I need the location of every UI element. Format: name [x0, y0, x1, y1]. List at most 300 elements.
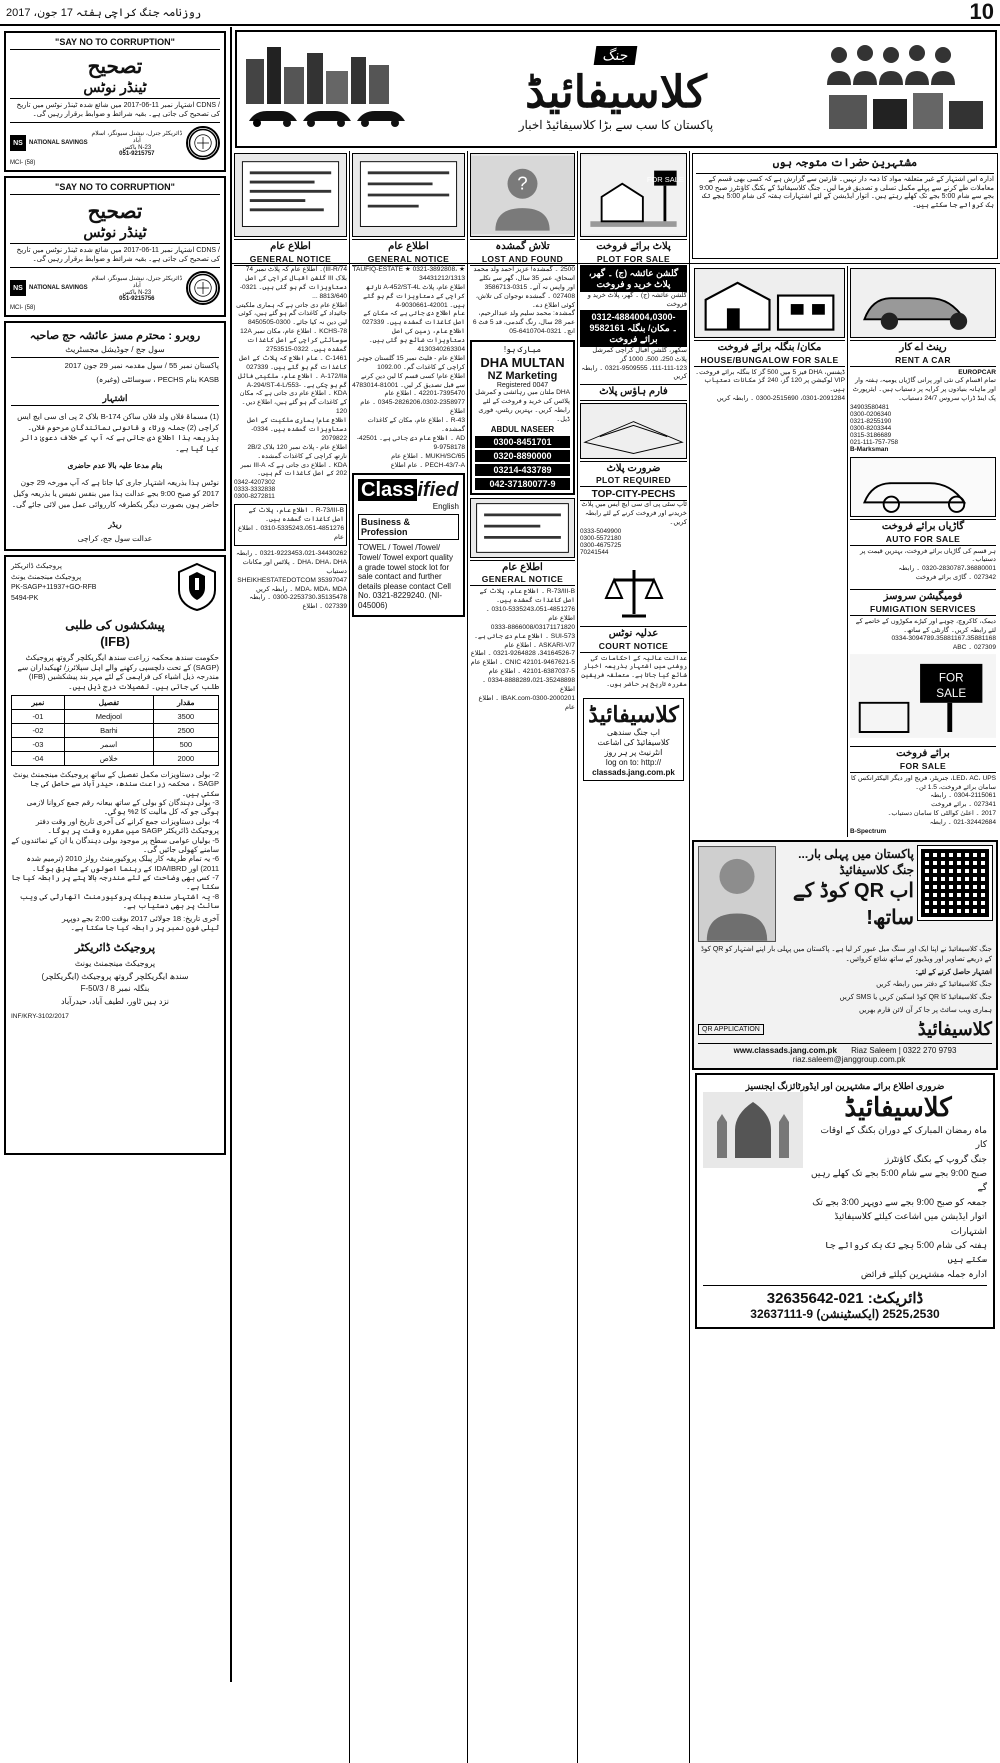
- house-urdu: مکان/ بنگلہ برائے فروخت: [717, 342, 822, 353]
- rent-english: RENT A CAR: [895, 354, 951, 365]
- auto-urdu: گاڑیاں برائے فروخت: [881, 521, 965, 533]
- ad-item: A-172/Ila ۔ اطلاع عام، ملکیتی فائل گم ہو چکی ہے۔ -553/A-294/ST-4-L: [238, 372, 347, 389]
- table-row: [12, 723, 219, 737]
- court-notice-urdu: عدلیہ نوٹس: [608, 628, 659, 640]
- ad-item: دیمک، کاکروچ، چوہے اور کیڑے مکوڑوں کے خاتمے کے لئے رابطہ کریں۔ گارنٹی کے ساتھ۔: [855, 617, 996, 634]
- header-for-sale: [850, 746, 996, 773]
- phone-label-ext: (ایکسٹینشن) 2525،2530: [816, 1307, 940, 1322]
- ad-item: 0333-8866008/03171171820: [490, 623, 575, 631]
- qr-step: جنگ کلاسیفائیڈ کا QR کوڈ اسکین کریں یا SMS کریں: [839, 994, 992, 1002]
- ad-item: اطلاع عام، زمین کی اصل دستاویزات ضائع ہو گئی ہیں۔ 4130340263304: [368, 328, 465, 354]
- gn1-english: GENERAL NOTICE: [249, 253, 332, 264]
- ad-item: اطلاع عام! ہماری ملکیت کے اصل دستاویزات گمشدہ ہیں۔ 0334-2079822: [247, 417, 347, 442]
- savings-notice-heading: [10, 50, 220, 98]
- gn2-english: GENERAL NOTICE: [367, 253, 450, 264]
- cell-qty: 2000: [153, 751, 218, 765]
- tender-notice-label: ٹینڈر نوٹس: [83, 79, 147, 95]
- ad-item: KDA ۔ اطلاع دی جاتی ہے کہ III-A نمبر 202 کے اصل کاغذات گم ہیں۔: [240, 461, 347, 478]
- ramzan-line-7: ادارہ جملہ مشتہرین کیلئے فرائض: [860, 1268, 987, 1279]
- dha-urdu-top: مبارک ہو!: [503, 345, 542, 355]
- dha-subtitle: NZ Marketing: [487, 370, 558, 383]
- ifb-point-2: 4- بولی دستاویزات جمع کرانے کی آخری تاریخ اور وقت دفتر پروجیکٹ ڈائریکٹر SAGP میں مقررہ وقت پر ہوگا۔: [35, 816, 219, 836]
- savings-code-2: MCI- (58): [10, 305, 36, 312]
- ifb-signature: پروجیکٹ ڈائریکٹر: [74, 942, 156, 955]
- header-plot-for-sale: [580, 239, 687, 266]
- table-row: [12, 737, 219, 751]
- ad-item: 2017 ۔ اعلیٰ کوالٹی کا سامان دستیاب۔: [887, 810, 996, 818]
- qr-line-1: پاکستان میں پہلی بار... جنگ کلاسیفائیڈ: [798, 847, 914, 878]
- rent-urdu: رینٹ اے کار: [899, 342, 947, 353]
- ramzan-timings-notice: [695, 1073, 995, 1329]
- gulshan-ayesha-bar-2: 0312-4884004،0300-9582161 ۔ مکان/ بنگلہ برائے فروخت: [580, 310, 687, 347]
- column-plot-for-sale: [578, 264, 690, 1763]
- dha-registration: Registered 0047: [496, 382, 549, 390]
- cell-desc: خلاص: [64, 751, 153, 765]
- dha-phone: 0300-8451701: [475, 436, 570, 448]
- classified-logo-bottom: کلاسیفائیڈ: [588, 702, 679, 728]
- classified-section: [232, 27, 1000, 1682]
- qr-step: جنگ کلاسیفائیڈ کے دفتر میں رابطہ کریں: [876, 981, 992, 989]
- ifb-point-0: 2- بولی دستاویزات مکمل تفصیل کے ساتھ پروجیکٹ مینجمنٹ یونٹ SAGP ، محکمہ زراعت سندھ، حیدرآباد سے حاصل کی جا سکتی ہیں۔: [13, 769, 219, 798]
- attention-body: ادارہ اس اشتہار کے غیر متعلقہ مواد کا ذمہ دار نہیں۔ قارئین سے گزارش ہے کہ کسی بھی قسم کے معاملات طے کرنے سے پہلے مکمل تسلی و تصدیق فرما لیں۔ جنگ کلاسیفائیڈ کے بکنگ کاؤنٹرز صبح 9:00 بجے سے شام 5:00 بجے تک کھلے رہتے ہیں۔ اتوار ایڈیشن کے لئے اشتہارات ہفتہ کی شام 5:00 بجے تک بک کروائے جا سکتے ہیں۔: [699, 175, 994, 209]
- tender-notice-label-2: ٹینڈر نوٹس: [83, 224, 147, 241]
- ifb-signature-sub2: سندھ ایگریکلچر گروتھ پروجیکٹ (ایگریکلچر): [41, 971, 189, 981]
- court-signature: ریڈر: [108, 519, 122, 529]
- savings-emblem-icon-2: NS: [10, 280, 26, 296]
- header-plot-required: [580, 461, 687, 488]
- ad-item: SHEIKHESTATEDOTCOM 35397047: [237, 576, 347, 584]
- savings-notice-body: / CDNS اشتہار نمبر 11-06-2017 میں شائع شدہ ٹینڈر نوٹس میں تاریخ کی تصحیح کی جاتی ہے۔ بقیہ شرائط و ضوابط برقرار رہیں گی۔: [10, 98, 220, 119]
- city-skyline-cars-illustration: [241, 39, 411, 139]
- cell-desc: اسمر: [64, 737, 153, 751]
- fumigation-urdu: فومیگیشن سروسز: [883, 591, 963, 603]
- gn2-urdu: اطلاع عام: [388, 241, 429, 252]
- ad-item: عام اطلاع دی جاتی ہے کہ مکان کے اصل کاغذات گمشدہ ہیں۔ 027339: [362, 310, 465, 327]
- cell-qty: 3500: [153, 709, 218, 723]
- case-line-2: KASB بنام PECHS ، سوسائٹی (وغیرہ): [96, 374, 219, 384]
- ad-item: MDA، MDA، MDA ۔ رابطہ کریں: [255, 585, 347, 593]
- jang-logo: جنگ: [594, 46, 638, 65]
- court-notice-heading: روبرو : محترم مسز عائشہ حج صاحبہ: [29, 330, 201, 343]
- header-general-notice-3: [470, 560, 575, 587]
- ramzan-line-6: ہفتہ کی شام 5:00 بجے تک بک کروائے جا سکتے ہیں: [824, 1239, 987, 1265]
- qr-application-label[interactable]: QR APPLICATION: [698, 1024, 764, 1035]
- svg-text:FOR SALE: FOR SALE: [646, 174, 684, 184]
- page-header: [0, 0, 1000, 26]
- ifb-deadline: آخری تاریخ: 18 جولائی 2017 بوقت 2:00 بجے دوپہر: [61, 913, 219, 923]
- savings-phone: 051-9215757: [119, 150, 155, 157]
- national-savings-logo-2: [10, 280, 88, 296]
- savings-notice-1: [4, 31, 226, 172]
- correction-label-2: تصحیح: [87, 201, 143, 224]
- col-no: نمبر: [12, 695, 65, 709]
- ad-item: 34164526-7، 0321-9264828 ۔ اطلاع: [470, 650, 575, 658]
- ad-item: اطلاع عام، پلاٹ A-452/ST-4L نارتھ کراچی کے دستاویزات گم ہو گئے ہیں۔ 42001-9030661-4: [363, 283, 465, 309]
- anti-corruption-slogan: "SAY NO TO CORRUPTION": [10, 37, 220, 50]
- svg-text:SALE: SALE: [936, 687, 967, 701]
- ifb-point-3: 5- بولیاں عوامی سطح پر موجود بولی دہندگان یا ان کے نمائندوں کے سامنے کھولی جائیں گی۔: [11, 835, 219, 854]
- car-illustration-rent: [850, 268, 996, 338]
- ifb-heading: پیشکشوں کی طلبی: [65, 618, 165, 633]
- ramzan-phone-direct: [703, 1289, 987, 1307]
- forsale-urdu: برائے فروخت: [896, 748, 950, 760]
- qr-ad-body: جنگ کلاسیفائیڈ نے اپنا ایک اور سنگ میل عبور کر لیا ہے۔ پاکستان میں پہلی بار اپنے اشتہار کو QR کوڈ کے ذریعے تصاویر اور ویڈیوز کے ساتھ شائع کروائیں۔: [700, 946, 992, 963]
- ad-item: اطلاع عام - فلیٹ نمبر 15 گلستان جوہر کراچی کے کاغذات گم۔ 1092.00: [357, 354, 465, 371]
- savings-notice-body-2: / CDNS اشتہار نمبر 11-06-2017 میں شائع شدہ ٹینڈر نوٹس میں تاریخ کی تصحیح کی جاتی ہے۔ بقیہ شرائط و ضوابط برقرار رہیں گی۔: [10, 243, 220, 264]
- top-city-body: ٹاپ سٹی پی ای سی ایچ ایس میں پلاٹ خریدنے اور فروخت کرنے کے لئے رابطہ کریں۔: [581, 501, 687, 527]
- top-city-phone: 0333-5049900: [580, 528, 622, 536]
- mosque-icon: [703, 1092, 803, 1168]
- header-court-notice: [580, 626, 687, 653]
- qr-steps-title: اشتہار حاصل کرنے کے لئے:: [915, 968, 992, 976]
- ifb-issuer-line-3: 5494-PK: [11, 594, 39, 602]
- jang-sindhi-promo: [583, 698, 684, 781]
- correction-label: تصحیح: [87, 56, 143, 78]
- promo-line-2: کلاسیفائیڈ کی اشاعت: [597, 738, 670, 748]
- ramzan-line-1: ماہ رمضان المبارک کے دوران بکنگ کے اوقات کار: [820, 1124, 987, 1150]
- promo-logon: log on to: http://: [605, 758, 662, 768]
- ad-item: 027309 ۔ ABC: [952, 644, 996, 652]
- cell-desc: Barhi: [64, 723, 153, 737]
- ifb-point-5: 7- کسی بھی وضاحت کے لئے مندرجہ بالا پتے پر رابطہ کیا جا سکتا ہے۔: [11, 873, 219, 892]
- ad-item: 0310-5335243،051-4851276 ۔ اطلاع عام: [485, 605, 575, 622]
- advertisers-attention-notice: [692, 153, 998, 259]
- rent-phone: 0321-8255190: [850, 418, 892, 426]
- case-line-1: پاکستان نمبر 55 / سول مقدمہ نمبر 29 جون 2017: [64, 360, 219, 370]
- official-seal-icon-2: [186, 271, 220, 305]
- ad-item: 027339 ۔ اطلاع: [302, 603, 347, 611]
- ad-item: LED، AC، UPS، جنریٹر، فریج اور دیگر الیکٹرانکس کا سامان برائے فروخت، 1.5 ٹن۔: [851, 774, 996, 791]
- savings-footer-urdu-2: ڈائریکٹر جنرل، نیشنل سیونگز، اسلام آباد: [91, 275, 183, 289]
- court-notice-subheading: سول جج / جوڈیشل مجسٹریٹ: [11, 345, 219, 358]
- car-icon: [851, 269, 995, 337]
- ifb-intro: حکومت سندھ محکمہ زراعت سندھ ایگریکلچر گروتھ پروجیکٹ (SAGP) کے تحت دلچسپی رکھنے والے اہل سپلائرز/ ٹھیکیداران سے مندرجہ ذیل اشیاء کی فراہمی کے لئے مہر بند پیشکشیں (IFB) طلب کی جاتی ہیں۔ تفصیلات درج ذیل ہیں۔: [17, 653, 219, 691]
- ad-item: PECH-43/7-A ۔ عام اطلاع: [390, 461, 465, 469]
- ifb-point-4: 6- یہ تمام طریقہ کار پبلک پروکیورمنٹ رولز 2010 (ترمیم شدہ 2011) اور IDA/IBRD کے رہنما اصولوں کے مطابق ہوگا۔: [26, 854, 219, 873]
- attention-heading: مشتہرین حضرات متوجہ ہوں: [696, 157, 994, 174]
- ad-phone: 0300-8272811: [234, 493, 275, 501]
- car-outline-icon: [851, 458, 995, 516]
- cell-qty: 2500: [153, 723, 218, 737]
- ad-item: VIP لوکیشن پر 120 گز، 240 گز مکانات دستیاب ہیں۔: [703, 377, 845, 394]
- dha-multan-ad: [470, 340, 575, 495]
- table-row: [12, 751, 219, 765]
- top-city-phone: 0300-4675725: [580, 542, 622, 550]
- header-general-notice-2: [352, 239, 465, 266]
- court-notice-english: COURT NOTICE: [598, 640, 669, 651]
- ramzan-phone-ext: [703, 1307, 987, 1321]
- ad-item: 0334-8888289،021-35248898 ۔ اطلاع: [482, 677, 575, 693]
- issue-date: روزنامہ جنگ کراچی ہفتہ 17 جون، 2017: [6, 6, 202, 19]
- ad-item: B-Spectrum: [850, 828, 887, 836]
- ifb-point-6: 8- یہ اشتہار سندھ پبلک پروکیورمنٹ اتھارٹی کی ویب سائٹ پر بھی دستیاب ہے۔: [19, 891, 219, 911]
- ad-item: 42101-6387037-5 ۔ اطلاع عام: [488, 668, 575, 676]
- general-notice-thumb-1: [234, 153, 347, 237]
- ad-item: R-73/III-B ۔ اطلاع عام، پلاٹ کے اصل کاغذات گمشدہ ہیں۔: [479, 588, 575, 605]
- plot-required-english: PLOT REQUIRED: [595, 475, 672, 486]
- ad-item: ڈیفنس، DHA فیز 5 میں 500 گز کا بنگلہ برائے فروخت۔: [695, 368, 845, 376]
- ad-item: 027341 ۔ برائے فروخت: [931, 801, 996, 809]
- promo-url: classads.jang.com.pk: [592, 767, 675, 777]
- savings-emblem-icon: NS: [10, 135, 26, 151]
- top-city-pechs-heading: TOP-CITY-PECHS: [580, 489, 687, 501]
- dha-phone: 03214-433789: [475, 464, 570, 476]
- svg-text:?: ?: [517, 172, 528, 194]
- promo-line-3: انٹرنیٹ پر ہر روز: [604, 748, 663, 758]
- anti-corruption-slogan-2: "SAY NO TO CORRUPTION": [10, 182, 220, 195]
- logo-part-b: ified: [417, 479, 459, 502]
- court-signature-sub: عدالت سول جج، کراچی: [77, 533, 153, 543]
- ad-item: 42201-7395470 ۔ اطلاع عام: [384, 390, 465, 398]
- ifb-signature-sub4: نزد ہیں ٹاور، لطیف آباد، حیدرآباد: [60, 997, 170, 1007]
- ad-item: C-1461 ۔ عام اطلاع کہ پلاٹ کے اصل کاغذات گم ہو گئے ہیں۔ 027339: [239, 354, 347, 371]
- court-notice-body: (1) مسماۃ فلاں ولد فلاں ساکن 174-B بلاک 2 پی ای سی ایچ ایس کراچی (2) جملہ ورثاء و قانونی نمائندگان مرحوم فلاں۔ بذریعہ ہذا اطلاع دی جاتی ہے کہ آپ کے خلاف دعویٰ دائر کیا گیا ہے۔: [17, 411, 219, 454]
- people-appliances-illustration: [821, 39, 991, 139]
- house-english: HOUSE/BUNGALOW FOR SALE: [700, 354, 839, 365]
- qr-contact-name: Riaz Saleem | 0322 270 9793: [851, 1045, 957, 1055]
- table-row: [12, 709, 219, 723]
- column-features: [690, 264, 1000, 1763]
- svg-text:FOR: FOR: [938, 671, 964, 685]
- savings-logo-text-2: NATIONAL SAVINGS: [29, 285, 88, 292]
- farmhouse-label: فارم ہاؤس پلاٹ: [599, 386, 668, 398]
- savings-notice-2: [4, 176, 226, 317]
- govt-crest-icon: [175, 562, 219, 612]
- court-notice-text: عدالت عالیہ کے احکامات کی روشنی میں اشتہار بذریعہ اخبار شائع کیا جاتا ہے۔ متعلقہ فریقین مقررہ تاریخ پر حاضر ہوں۔: [581, 654, 687, 689]
- car-illustration-auto: [850, 457, 996, 517]
- cell-no: 03-: [12, 737, 65, 751]
- ad-item: 0321-9223453،021-34430262 ۔ رابطہ: [236, 549, 347, 557]
- rent-tag: B-Marksman: [850, 446, 889, 454]
- ad-item: ★ TAUFIQ-ESTATE ★ 0321-3892808، 34431212/1313: [352, 266, 465, 282]
- ad-item: KCHS-78 ۔ اطلاع عام، مکان نمبر 12A سوسائٹی کراچی کے اصل کاغذات گمشدہ ہیں۔ 0322-2753515: [240, 328, 347, 354]
- savings-footer-urdu: ڈائریکٹر جنرل، نیشنل سیونگز، اسلام آباد: [91, 130, 183, 144]
- qr-contact-email[interactable]: riaz.saleem@janggroup.com.pk: [792, 1054, 906, 1064]
- lf-urdu: تلاش گمشدہ: [495, 241, 550, 252]
- ad-item: 027408 ۔ گمشدہ نوجوان کی تلاش، کوئی اطلاع دے۔: [475, 292, 575, 309]
- classified-tagline: پاکستان کا سب سے بڑا کلاسیفائیڈ اخبار: [518, 118, 714, 132]
- rent-phone: 0315-3186689: [850, 432, 892, 440]
- plot-required-urdu: ضرورت پلاٹ: [606, 462, 661, 474]
- rent-body: تمام اقسام کی نئی اور پرانی گاڑیاں یومیہ، ہفتہ وار اور ماہانہ بنیادوں پر کرایہ پر دستیاب ہیں۔ ایئرپورٹ پک اینڈ ڈراپ سروس 24/7 دستیاب۔: [852, 377, 996, 403]
- ramzan-notice-head: ضروری اطلاع برائے مشتہرین اور ایڈورٹائزنگ ایجنسیز: [745, 1080, 945, 1091]
- gulshan-ayesha-bar-1: گلشن عائشہ (ج) ۔ گھر، پلاٹ خرید و فروخت: [580, 266, 687, 292]
- page-number: 10: [969, 0, 994, 24]
- forsale-english: FOR SALE: [899, 760, 947, 771]
- ad-item: SUI-573 ۔ اطلاع عام دی جاتی ہے۔: [474, 632, 575, 640]
- ad-item: 021-32442684 ۔ رابطہ: [929, 819, 996, 827]
- plot-for-sale-illustration: [580, 153, 687, 237]
- left-column: [0, 27, 232, 1682]
- bungalow-icon: [695, 269, 844, 337]
- qr-line-2: اب QR کوڈ کے ساتھ!: [792, 880, 914, 930]
- qr-ad-classified-logo: کلاسیفائیڈ: [917, 1018, 992, 1039]
- ifb-ref-number: INF/KRY-3102/2017: [11, 1013, 69, 1021]
- header-general-notice-1: [234, 239, 347, 266]
- ad-item: گلشن عائشہ (ج) ۔ گھر، پلاٹ خرید و فروخت: [587, 292, 687, 308]
- pfs-urdu: پلاٹ برائے فروخت: [596, 241, 671, 252]
- phone-direct: 021-32635642: [766, 1290, 864, 1308]
- top-city-phone: 0300-5572180: [580, 535, 622, 543]
- english-classified-box: [352, 473, 465, 616]
- promo-line-1: اب جنگ سندھی: [607, 728, 660, 738]
- ad-item: DHA، DHA، DHA ۔ پلاٹس اور مکانات دستیاب: [242, 558, 347, 575]
- header-lost-found: [470, 239, 575, 266]
- cell-no: 01-: [12, 709, 65, 723]
- header-fumigation: [850, 589, 996, 616]
- top-city-phone: 70241544: [580, 549, 609, 557]
- general-notice-thumb-3: [470, 498, 575, 558]
- column-lost-found: [468, 264, 578, 1763]
- ad-phone: 0333-3332838: [234, 486, 276, 494]
- cell-desc: Medjool: [64, 709, 153, 723]
- ifb-issuer-line-2: PK-SAGP+11937+GO-RFB: [11, 584, 97, 592]
- ad-item: MUKH/SC/65 ۔ اطلاع عام: [391, 452, 465, 460]
- lost-person-silhouette: [470, 153, 575, 237]
- qr-code-advertisement: [692, 840, 998, 1070]
- gn3-urdu: اطلاع عام: [502, 561, 543, 573]
- ad-item: R-43 ۔ اطلاع عام، مکان کے کاغذات گمشدہ۔: [367, 417, 465, 434]
- ramzan-line-2: جنگ گروپ کے بکنگ کاؤنٹرز: [884, 1153, 987, 1164]
- savings-notice-heading-2: [10, 195, 220, 243]
- ifb-abbrev: (IFB): [100, 634, 130, 650]
- gn3-english: GENERAL NOTICE: [481, 574, 564, 585]
- qr-ad-headline: [780, 846, 914, 942]
- ifb-signature-sub3: بنگلہ نمبر 8 / F-50/3: [80, 984, 150, 994]
- ad-item: 0300-2253730،35135478 ۔ رابطہ: [249, 594, 347, 602]
- ramzan-classified-logo: کلاسیفائیڈ: [844, 1091, 952, 1122]
- dha-title: DHA MULTAN: [480, 355, 565, 371]
- dha-phone: 0320-8890000: [475, 450, 570, 462]
- cell-no: 04-: [12, 751, 65, 765]
- table-header-row: [12, 695, 219, 709]
- lf-english: LOST AND FOUND: [481, 253, 564, 264]
- column-general-notice-2: [350, 264, 468, 1763]
- ad-item: 74/III-R)۔ اطلاع عام کہ پلاٹ نمبر 74 بلاک III گلشن اقبال کراچی کی اصل دستاویزات گم ہو گئی ہیں۔ 0321-8813/640 ...: [239, 266, 347, 300]
- small-notice-block-1: [234, 504, 347, 546]
- phone-label-direct: ڈائریکٹ:: [867, 1290, 924, 1308]
- notice-title: اشتہار: [11, 389, 219, 406]
- gn1-urdu: اطلاع عام: [270, 241, 311, 252]
- qr-code-image[interactable]: [918, 846, 992, 920]
- ramzan-line-5: اتوار ایڈیشن میں اشاعت کیلئے کلاسیفائیڈ اشتہارات: [834, 1211, 987, 1236]
- model-photo: [698, 846, 776, 942]
- classified-masthead: [235, 30, 997, 148]
- ad-item: KDA ۔ اطلاع عام دی جاتی ہے کہ مکان کے کاغذات گم ہو گئے ہیں، اطلاع دیں۔ 120: [239, 390, 347, 416]
- col-desc: تفصیل: [64, 695, 153, 709]
- ad-item: ہر قسم کی گاڑیاں برائے فروخت، بہترین قیمت پر دستیاب۔: [860, 547, 996, 564]
- justice-scale-icon: [604, 564, 664, 624]
- official-seal-icon: [186, 126, 220, 160]
- savings-phone-2: 051-9215756: [119, 295, 155, 302]
- court-notice-left: [4, 321, 226, 551]
- ifb-issuer-block: [11, 562, 96, 604]
- ifb-point-1: 3- بولی دہندگان کو بولی کے ساتھ بیعانہ رقم جمع کروانا لازمی ہوگی جو کہ کل مالیت کا 2% ہوگی۔: [26, 798, 219, 817]
- rent-phone: 0300-0206340: [850, 411, 892, 419]
- ad-item: 0334-3094789،35881167،35881168: [891, 635, 996, 643]
- rent-phone: 0300-8203344: [850, 425, 892, 433]
- savings-box-code-2: 23-N باکس: [122, 289, 152, 296]
- ad-item: اطلاع عام! کسی قسم کا لین دین کرنے سے قبل تصدیق کر لیں۔ 81001-4783014: [352, 372, 465, 389]
- rent-phone: 021-111-757-758: [850, 439, 899, 447]
- savings-logo-text: NATIONAL SAVINGS: [29, 140, 88, 147]
- auto-english: AUTO FOR SALE: [885, 533, 961, 544]
- ad-item: 027342 ۔ گاڑی برائے فروخت: [915, 574, 996, 582]
- rent-phone: 34903580481: [850, 404, 890, 412]
- ad-item: ASKARI-V/7 ۔ اطلاع عام: [504, 641, 575, 649]
- classified-logo: کلاسیفائیڈ: [525, 68, 707, 117]
- header-farmhouse-plot: [580, 384, 687, 401]
- logo-part-a: Class: [358, 479, 417, 501]
- ad-item: گمشدہ: محمد سلیم ولد عبدالرحیم، عمر 28 سال، رنگ گندمی، قد 5 فٹ 6 انچ۔ 0321-6410704-05: [472, 310, 575, 336]
- phone-ext: 32637111-9: [750, 1307, 814, 1322]
- ifb-issuer-line-0: پروجیکٹ ڈائریکٹر: [11, 563, 62, 571]
- ad-item: AD ۔ اطلاع عام دی جاتی ہے۔ 42501-9758178-9: [356, 434, 465, 451]
- cell-qty: 500: [153, 737, 218, 751]
- national-savings-logo: [10, 135, 88, 151]
- column-general-notice-1: [232, 264, 350, 1763]
- ramzan-line-3: صبح 9:00 بجے سے شام 5:00 بجے تک کھلے رہیں گے: [810, 1167, 987, 1193]
- savings-box-code: 23-N باکس: [122, 144, 152, 151]
- col-qty: مقدار: [153, 695, 218, 709]
- farmhouse-plot-illustration: [580, 403, 687, 459]
- house-illustration: [694, 268, 845, 338]
- fumigation-english: FUMIGATION SERVICES: [870, 603, 976, 614]
- qr-step: ہماری ویب سائٹ پر جا کر آن لائن فارم بھریں: [859, 1007, 992, 1015]
- pfs-english: PLOT FOR SALE: [596, 253, 671, 264]
- rent-brand: EUROPCAR: [958, 368, 996, 376]
- ad-item: R-73/III-B ۔ اطلاع عام، پلاٹ کے اصل کاغذات گمشدہ ہیں۔: [248, 507, 344, 524]
- ad-item: CNIC 42101-9467621-5 ۔ اطلاع عام: [470, 659, 575, 667]
- header-rent-a-car: [850, 340, 996, 367]
- header-house-bungalow: [694, 340, 845, 367]
- towel-ad-text: TOWEL / Towel /Towel/ Towel/ Towel export quality a grade towel stock lot for sale contact and further details please contact Cell No. 0321-8229240. (NI-045006): [358, 543, 454, 611]
- ifb-items-table: [11, 695, 219, 766]
- dha-phone: 042-37180077-9: [475, 478, 570, 490]
- dha-contact-name: ABDUL NASEER: [490, 424, 555, 434]
- ad-item: 111-111-123، 0321-9509555 ۔ رابطہ کریں: [581, 364, 687, 381]
- ad-item: اطلاع عام دی جاتی ہے کہ ہماری ملکیتی جائیداد کے کاغذات گم ہو گئے ہیں، کوئی لین دین نہ کیا جائے۔ 0300-8450505: [236, 301, 347, 327]
- general-notice-thumb-2: [352, 153, 465, 237]
- cell-no: 02-: [12, 723, 65, 737]
- ad-item: 0304-2115061 ۔ رابطہ: [930, 792, 996, 800]
- dha-body: DHA ملتان میں رہائشی و کمرشل پلاٹس کی خرید و فروخت کے لئے رابطہ کریں۔ بہترین ریٹس، فوری ڈیل۔: [475, 389, 570, 423]
- ifb-issuer-line-1: پروجیکٹ مینجمنٹ یونٹ: [11, 573, 82, 581]
- header-auto-for-sale: [850, 519, 996, 546]
- ad-item: 0301-2091284، 0300-2515690 ۔ رابطہ کریں: [716, 395, 845, 403]
- classified-english-logo: [358, 479, 459, 502]
- court-notice-body-2: نوٹس ہذا بذریعہ اشتہار جاری کیا جاتا ہے کہ آپ مورخہ 29 جون 2017 کو صبح 9:00 بجے عدالت ہذا میں بنفس نفیس یا بذریعہ وکیل حاضر ہوں بصورت دیگر یکطرفہ کارروائی عمل میں لائی جائے گی۔: [11, 478, 219, 509]
- court-notice-block: [580, 564, 687, 690]
- ad-item: 0345-2826206،0302-2358977 ۔ عام اطلاع: [360, 399, 465, 416]
- ramzan-line-4: جمعہ کو صبح 9:00 بجے سے دوپہر 3:00 بجے تک: [812, 1196, 987, 1207]
- qr-website[interactable]: www.classads.jang.com.pk: [733, 1045, 837, 1055]
- ad-item: 0320-2830787،36880001 ۔ رابطہ: [898, 565, 996, 573]
- ifb-signature-sub1: پروجیکٹ مینجمنٹ یونٹ: [74, 958, 156, 968]
- for-sale-sign-icon: [850, 653, 996, 739]
- absence-line: بنام مدعا علیہ بالا عدم حاضری: [67, 461, 163, 471]
- ad-item: 0310-5335243،051-4851276 ۔ اطلاع عام: [237, 525, 344, 542]
- ad-phone: 0342-4207302: [234, 479, 276, 487]
- ad-item: سکھر، گلشن اقبال کراچی کمرشل پلاٹ 250، 500، 1000 گز: [592, 346, 687, 363]
- ad-item: 2500 ۔ گمشدہ! عزیز احمد ولد محمد اسحاق، عمر 35 سال، گھر سے نکلے اور واپس نہ آئے۔ 0315-3586713: [473, 266, 575, 291]
- ifb-tender-notice: [4, 555, 226, 1155]
- business-profession-badge: Business & Profession: [358, 514, 459, 540]
- savings-code-1: MCI- (58): [10, 160, 36, 167]
- ad-item: اطلاع عام - پلاٹ نمبر 120 بلاک 2B/2 نارتھ کراچی کے کاغذات گمشدہ۔: [247, 443, 347, 460]
- classified-english-label: English: [432, 502, 459, 512]
- ifb-contact-line: ٹیلی فون نمبر پر رابطہ کیا جا سکتا ہے۔: [70, 922, 219, 932]
